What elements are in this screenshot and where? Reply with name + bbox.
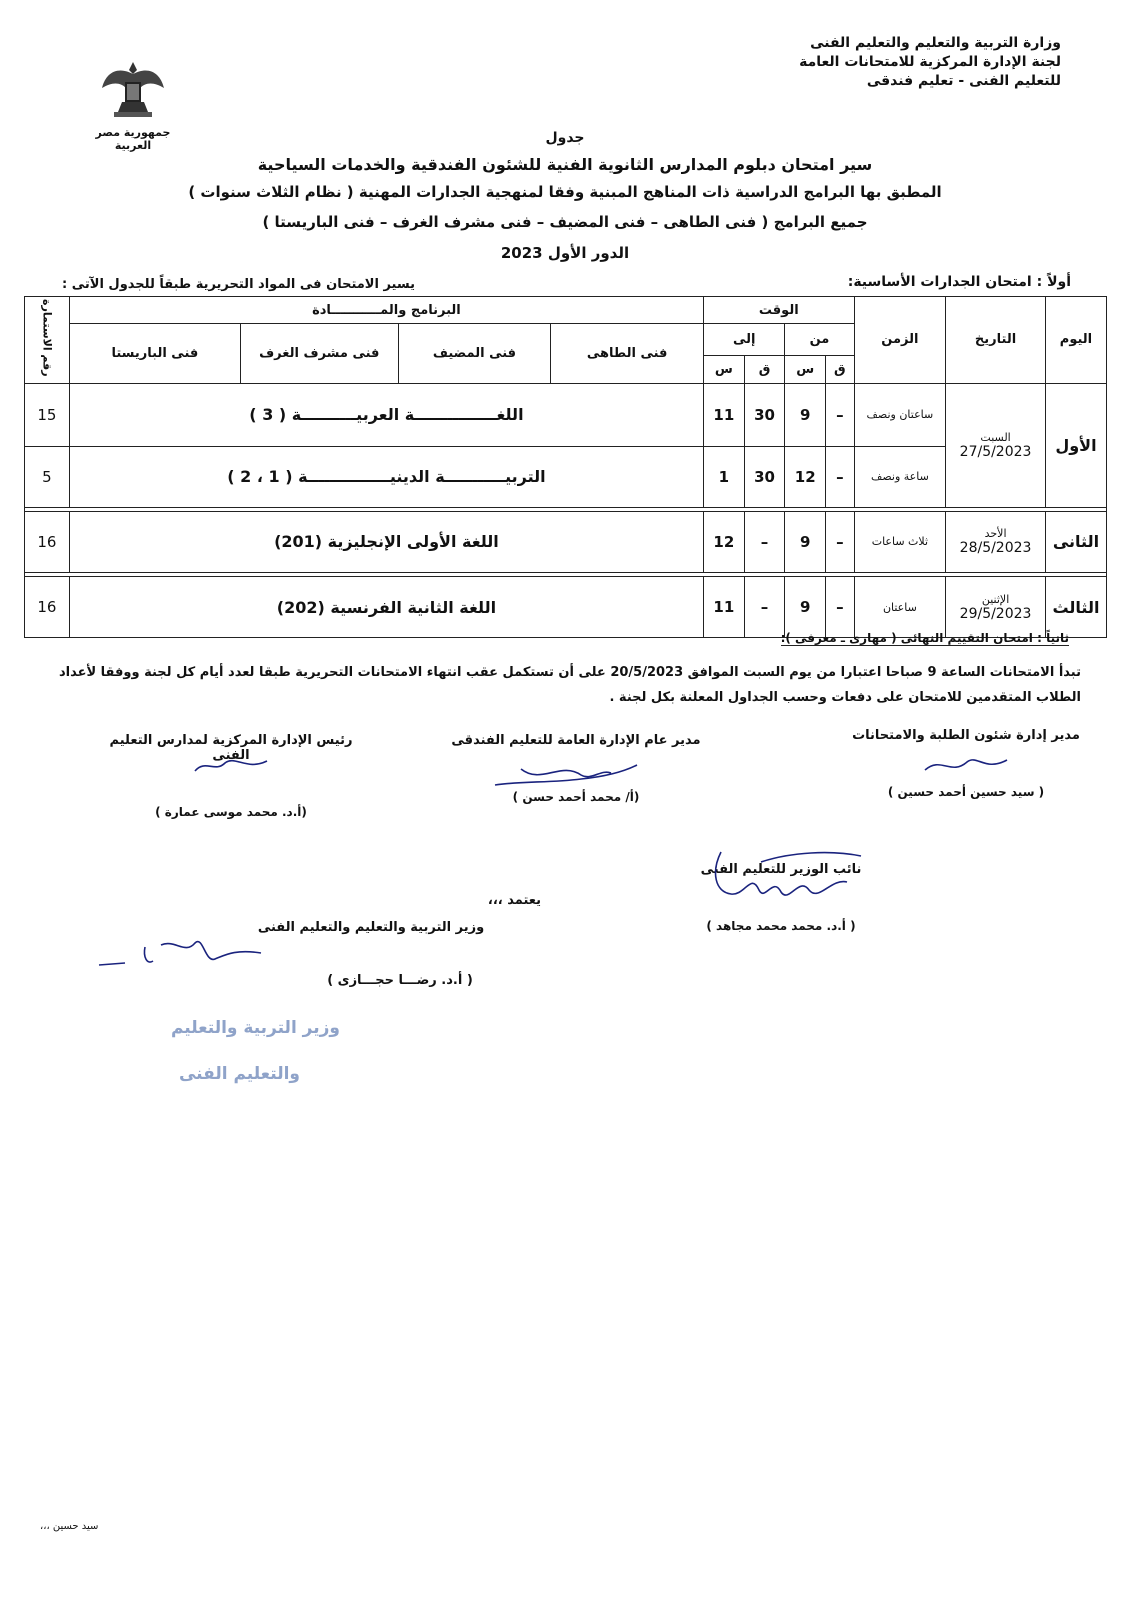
header-from-min: ق <box>826 356 855 383</box>
footnote: سيد حسين ،،، <box>40 1521 99 1532</box>
cell-to-hour: 12 <box>703 511 744 572</box>
signature-minister-title: وزير التربية والتعليم والتعليم الفنى <box>257 920 485 935</box>
signature-title: مدير إدارة شئون الطلبة والامتحانات <box>852 728 1080 743</box>
cell-from-min: – <box>826 577 855 638</box>
handwritten-signature-icon <box>921 752 1011 778</box>
table-row <box>25 577 1107 638</box>
cell-day: الثانى <box>1045 511 1106 572</box>
cell-from-hour: 9 <box>785 511 826 572</box>
handwritten-signature-icon <box>491 755 641 795</box>
header-day: اليوم <box>1045 297 1106 384</box>
emblem-caption: جمهورية مصر العربية <box>95 126 171 152</box>
header-time: الوقت <box>703 297 854 324</box>
cell-from-hour: 12 <box>785 446 826 507</box>
approval-label: يعتمد ،،، <box>487 893 541 908</box>
cell-form-no: 16 <box>25 577 70 638</box>
table-row <box>25 511 1107 572</box>
cell-to-hour: 11 <box>703 383 744 446</box>
table-row <box>25 383 1107 446</box>
cell-form-no: 16 <box>25 511 70 572</box>
header-program-barista: فنى الباريستا <box>69 324 240 383</box>
cell-from-min: – <box>826 446 855 507</box>
header-to-hour: س <box>703 356 744 383</box>
header-date: التاريخ <box>946 297 1046 384</box>
cell-day: الأول <box>1045 383 1106 507</box>
cell-to-min: – <box>744 577 785 638</box>
cell-day: الثالث <box>1045 577 1106 638</box>
cell-duration: ساعة ونصف <box>854 446 946 507</box>
header-program-chef: فنى الطاهى <box>551 324 704 383</box>
cell-from-hour: 9 <box>785 577 826 638</box>
ministry-header <box>741 34 1061 91</box>
ministry-line-3: للتعليم الفنى - تعليم فندقى <box>866 73 1061 89</box>
signature-deputy-minister <box>671 862 891 933</box>
header-program-housekeeping: فنى مشرف الغرف <box>240 324 398 383</box>
cell-duration: ساعتان ونصف <box>854 383 946 446</box>
header-from: من <box>785 324 854 356</box>
table-row <box>25 446 1107 507</box>
cell-date: الأحد 28/5/2023 <box>946 511 1046 572</box>
cell-subject: اللغة الأولى الإنجليزية (201) <box>69 511 703 572</box>
signature-students-affairs <box>841 728 1091 799</box>
cell-date: الإثنين 29/5/2023 <box>946 577 1046 638</box>
cell-from-min: – <box>826 383 855 446</box>
signature-name: (أ.د. محمد موسى عمارة ) <box>155 805 307 819</box>
cell-to-min: 30 <box>744 383 785 446</box>
signature-title: مدير عام الإدارة العامة للتعليم الفندقى <box>451 733 701 748</box>
cell-duration: ثلاث ساعات <box>854 511 946 572</box>
cell-subject: اللغـــــــــــــــة العربيــــــــــة ( 3 ) <box>69 383 703 446</box>
eagle-emblem-icon <box>98 58 168 120</box>
cell-form-no: 15 <box>25 383 70 446</box>
header-program-steward: فنى المضيف <box>398 324 551 383</box>
cell-form-no: 5 <box>25 446 70 507</box>
cell-from-min: – <box>826 511 855 572</box>
cell-date: السبت 27/5/2023 <box>946 383 1046 507</box>
section1-note: يسير الامتحان فى المواد التحريرية طبقاً للجدول الآتى : <box>62 277 415 292</box>
handwritten-signature-icon <box>191 755 271 777</box>
signature-central-admin <box>91 733 371 819</box>
signature-title: رئيس الإدارة المركزية لمدارس التعليم الفنى <box>109 733 353 763</box>
ministry-line-2: لجنة الإدارة المركزية للامتحانات العامة <box>799 54 1061 70</box>
header-program: البرنامج والمـــــــــــادة <box>69 297 703 324</box>
signature-minister-name: ( أ.د. رضـــا حجـــازى ) <box>327 973 473 988</box>
minister-stamp: وزير التربية والتعليم والتعليم الفنى <box>170 1018 340 1084</box>
signature-name: ( أ.د. محمد محمد مجاهد ) <box>706 919 856 933</box>
header-to: إلى <box>703 324 784 356</box>
doc-title: جدول <box>545 130 585 146</box>
doc-round: الدور الأول 2023 <box>500 244 630 262</box>
header-form-no: رقم الاستمارة <box>25 297 70 384</box>
cell-subject: اللغة الثانية الفرنسية (202) <box>69 577 703 638</box>
section2-paragraph: تبدأ الامتحانات الساعة 9 صباحا اعتبارا من يوم السبت الموافق 20/5/2023 على أن تستكمل عقب انتهاء الامتحانات التحريرية طبقا لعدد أيام كل لجنة ووفقا لأعداد الطلاب المتقدمين للامتحان على دفعات وحسب الجداول المعلنة بكل لجنة . <box>58 665 1081 705</box>
minister-handwritten-signature-icon <box>95 935 265 985</box>
signature-name: (أ/ محمد أحمد حسن ) <box>512 790 640 804</box>
header-from-hour: س <box>785 356 826 383</box>
schedule-table <box>24 296 1107 638</box>
doc-subtitle-2: المطبق بها البرامج الدراسية ذات المناهج المبنية وفقا لمنهجية الجدارات المهنية ( نظام الثلاث سنوات ) <box>188 183 942 201</box>
ministry-line-1: وزارة التربية والتعليم والتعليم الفنى <box>810 35 1061 51</box>
handwritten-signature-icon <box>701 842 871 912</box>
doc-subtitle-1: سير امتحان دبلوم المدارس الثانوية الفنية للشئون الفندقية والخدمات السياحية <box>257 155 873 174</box>
cell-to-min: 30 <box>744 446 785 507</box>
section2-title: ثانياً : امتحان التقييم النهائى ( مهارى ـ معرفى ): <box>780 631 1069 645</box>
cell-from-hour: 9 <box>785 383 826 446</box>
doc-subtitle-3: جميع البرامج ( فنى الطاهى – فنى المضيف – فنى مشرف الغرف – فنى الباريستا ) <box>262 213 868 231</box>
cell-to-hour: 11 <box>703 577 744 638</box>
header-to-min: ق <box>744 356 785 383</box>
cell-subject: التربيـــــــــــة الدينيـــــــــــــــة ( 1 ، 2 ) <box>69 446 703 507</box>
cell-to-min: – <box>744 511 785 572</box>
section1-title: أولاً : امتحان الجدارات الأساسية: <box>847 274 1071 290</box>
signature-title: نائب الوزير للتعليم الفنى <box>700 862 862 877</box>
cell-duration: ساعتان <box>854 577 946 638</box>
header-duration: الزمن <box>854 297 946 384</box>
signature-general-manager <box>441 733 711 804</box>
cell-to-hour: 1 <box>703 446 744 507</box>
signature-name: ( سيد حسين أحمد حسين ) <box>887 785 1045 799</box>
